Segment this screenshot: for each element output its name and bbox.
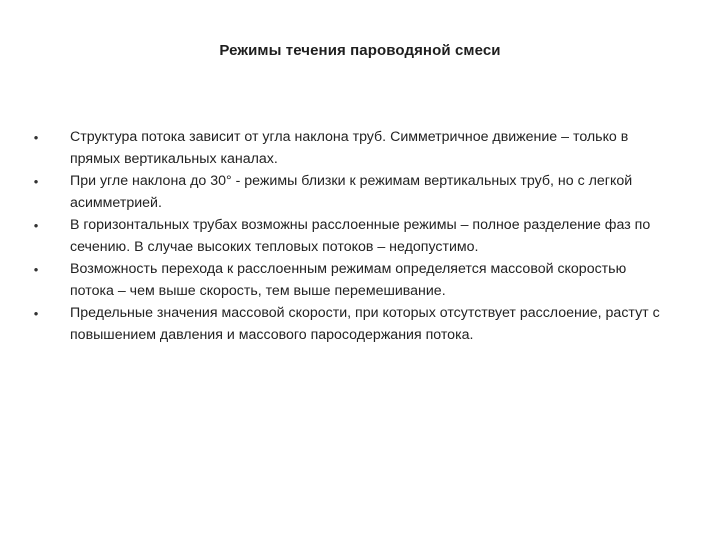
list-item [0,303,720,346]
bullet-icon: • [33,130,39,145]
bullet-text: Возможность перехода к расслоенным режимам определяется массовой скоростью потока – чем выше скорость, тем выше перемешивание. [70,261,627,299]
bullet-icon: • [33,306,39,321]
list-item [0,171,720,214]
bullet-text: При угле наклона до 30° - режимы близки к режимам вертикальных труб, но с легкой асимметрией. [70,173,633,211]
list-item [0,127,720,170]
bullet-icon: • [33,218,39,233]
list-item [0,215,720,258]
bullet-list [0,127,720,347]
bullet-text: Структура потока зависит от угла наклона труб. Симметричное движение – только в прямых вертикальных каналах. [70,129,629,167]
list-item [0,259,720,302]
bullet-icon: • [33,174,39,189]
bullet-text: Предельные значения массовой скорости, при которых отсутствует расслоение, растут с повышением давления и массового паросодержания потока. [70,305,660,343]
slide-title: Режимы течения пароводяной смеси [219,42,501,59]
bullet-icon: • [33,262,39,277]
bullet-text: В горизонтальных трубах возможны расслоенные режимы – полное разделение фаз по сечению. В случае высоких тепловых потоков – недопустимо. [70,217,651,255]
